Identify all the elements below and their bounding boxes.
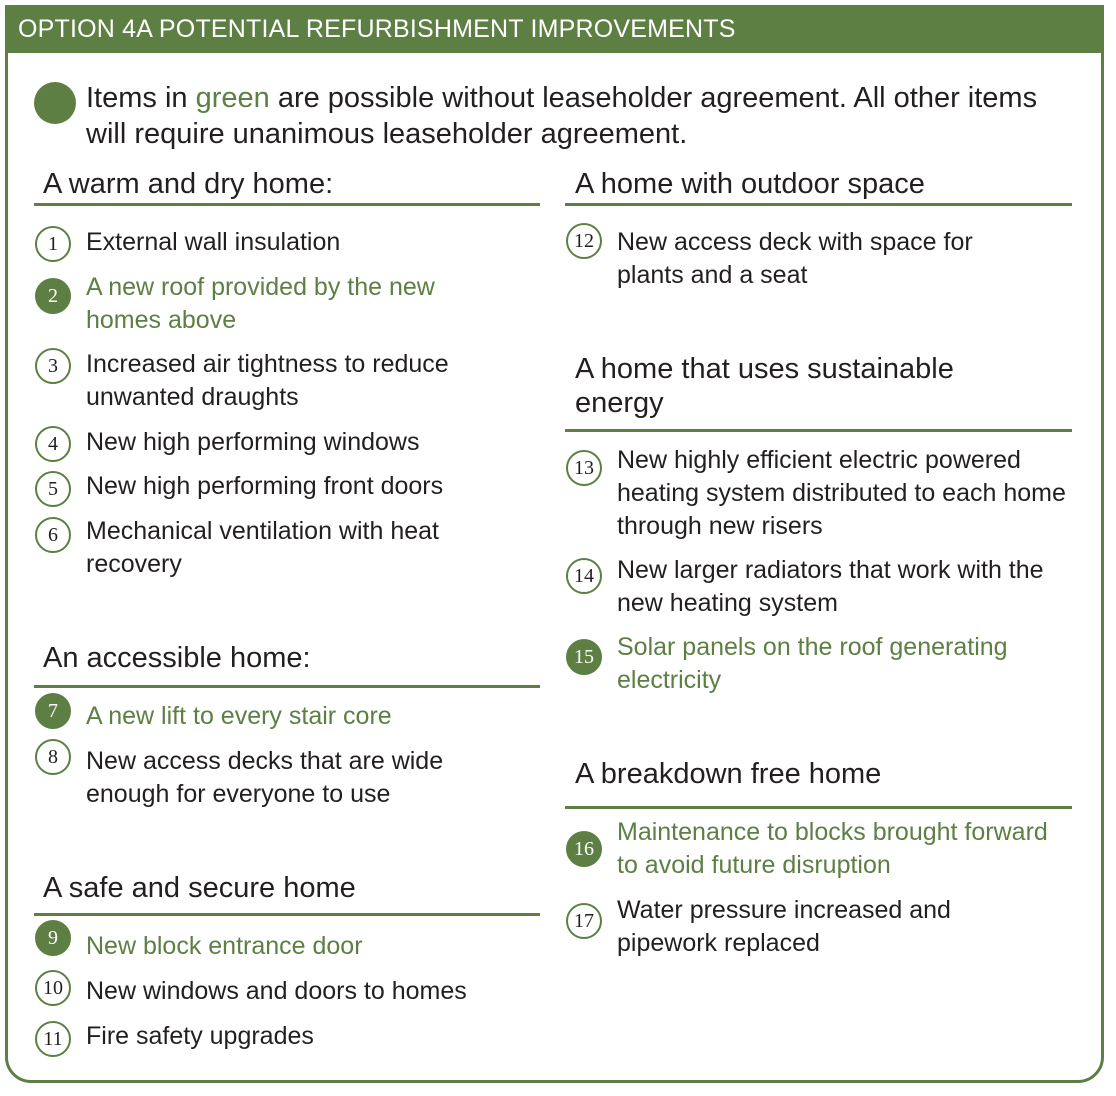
section-divider: [565, 203, 1072, 206]
item-number-badge: 5: [35, 471, 71, 507]
item-number-badge: 8: [35, 739, 71, 775]
item-number-badge: 16: [566, 831, 602, 867]
item-number-badge: 13: [566, 450, 602, 486]
item-text: New high performing front doors: [86, 472, 444, 500]
item-text: External wall insulation: [86, 228, 341, 256]
section-title-safe: A safe and secure home: [43, 872, 356, 904]
item-number-badge: 12: [566, 223, 602, 259]
section-title-outdoor: A home with outdoor space: [575, 168, 925, 200]
section-divider: [565, 429, 1072, 432]
item-text: Fire safety upgrades: [86, 1022, 314, 1050]
item-number-badge: 9: [35, 920, 71, 956]
item-number-badge: 7: [35, 693, 71, 729]
green-dot-icon: [34, 82, 76, 124]
section-title-accessible: An accessible home:: [43, 642, 311, 674]
item-text: A new lift to every stair core: [86, 702, 392, 730]
item-text: New access decks that are wide enough for everyone to use: [86, 747, 444, 808]
item-text: New access deck with space for plants and a seat: [617, 228, 973, 289]
item-number-badge: 15: [566, 639, 602, 675]
item-number-badge: 11: [35, 1021, 71, 1057]
legend-highlight: green: [195, 82, 270, 114]
legend-text: [86, 80, 1066, 152]
item-text: Water pressure increased and pipework replaced: [617, 896, 951, 957]
item-number-badge: 3: [35, 348, 71, 384]
item-text: Maintenance to blocks brought forward to avoid future disruption: [617, 818, 1048, 879]
item-number-badge: 6: [35, 517, 71, 553]
section-divider: [34, 913, 540, 916]
item-number-badge: 2: [35, 278, 71, 314]
item-text: New highly efficient electric powered heating system distributed to each home through new risers: [617, 446, 1066, 540]
item-text: New high performing windows: [86, 428, 420, 456]
item-number-badge: 17: [566, 903, 602, 939]
section-title-warm: A warm and dry home:: [43, 168, 334, 200]
item-text: Solar panels on the roof generating electricity: [617, 633, 1008, 694]
section-title-energy: A home that uses sustainable energy: [575, 353, 954, 419]
item-text: Mechanical ventilation with heat recovery: [86, 517, 439, 578]
item-text: Increased air tightness to reduce unwanted draughts: [86, 350, 449, 411]
section-divider: [34, 685, 540, 688]
item-text: New block entrance door: [86, 932, 363, 960]
item-number-badge: 4: [35, 426, 71, 462]
item-number-badge: 10: [35, 970, 71, 1006]
section-divider: [34, 203, 540, 206]
panel-header: OPTION 4A POTENTIAL REFURBISHMENT IMPROVEMENTS: [5, 5, 1104, 53]
item-number-badge: 1: [35, 226, 71, 262]
item-text: A new roof provided by the new homes above: [86, 273, 435, 334]
legend-before: Items in: [86, 82, 196, 114]
section-title-breakdown: A breakdown free home: [575, 758, 882, 790]
item-text: New larger radiators that work with the new heating system: [617, 556, 1044, 617]
legend-after: are possible without leaseholder agreement. All other items will require unanimous leaseholder agreement.: [86, 82, 1038, 150]
item-number-badge: 14: [566, 558, 602, 594]
item-text: New windows and doors to homes: [86, 977, 467, 1005]
section-divider: [565, 806, 1072, 809]
